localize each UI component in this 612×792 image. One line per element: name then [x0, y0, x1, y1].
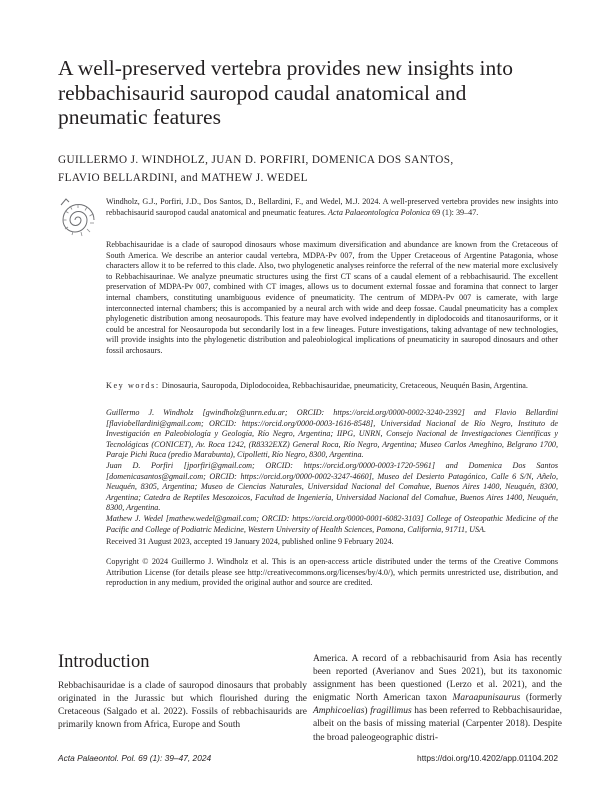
author-line-1: GUILLERMO J. WINDHOLZ, JUAN D. PORFIRI, DOMENICA DOS SANTOS, [58, 154, 454, 166]
ammonite-logo-icon [56, 193, 98, 243]
footer-journal: Acta Palaeontol. Pol. 69 (1): 39–47, 2024 [58, 753, 212, 763]
article-dates: Received 31 August 2023, accepted 19 January 2024, published online 9 February 2024. [106, 537, 394, 546]
section-heading: Introduction [58, 652, 150, 672]
taxon-name: Amphicoelias [313, 706, 365, 717]
address-paragraph: Juan D. Porfiri [jporfiri@gmail.com; ORCID: https://orcid.org/0000-0003-1720-5961] and Domenica Dos Santos [domenicasantos@gmail.com; ORCID: https://orcid.org/0000-0002-3247-4660], Museo del Desierto Patagónico, Calle 6 S/N, Añelo, Neuquén, 8305, Argentina; Museo de Ciencias Naturales, Universidad Nacional del Comahue, Buenos Aires 1400, Neuquén, 8300, Argentina; Catedra de Reptiles Mesozoicos, Facultad de Ingeniería, Universidad Nacional del Comahue, Buenos Aires 1400, Neuquén, 8300, Argentina. [106, 460, 558, 513]
doi-link[interactable]: https://doi.org/10.4202/app.01104.202 [417, 753, 558, 763]
intro-text: (formerly [520, 693, 562, 704]
citation-text: Windholz, G.J., Porfiri, J.D., Dos Santos, D., Bellardini, F., and Wedel, M.J. 2024. A well-preserved vertebra provides new insights into rebbachisaurid sauropod caudal anatomical and pneumatic features. [106, 197, 558, 217]
author-list [58, 151, 528, 187]
intro-column-right [313, 653, 562, 745]
taxon-name: Maraapunisaurus [452, 693, 521, 704]
citation-volume: 69 (1): 39–47. [432, 207, 479, 217]
address-paragraph: Guillermo J. Windholz [gwindholz@unrn.edu.ar; ORCID: https://orcid.org/0000-0002-3240-2392] and Flavio Bellardini [flaviobellardini@gmail.com; ORCID: https://orcid.org/0000-0003-1616-8548], Universidad Nacional de Río Negro, Instituto de Investigación en Paleobiología y Geología, Río Negro, Argentina; IIPG, UNRN, Consejo Nacional de Investigaciones Científicas y Tecnológicas (CONICET), Av. Roca 1242, (R8332EXZ) General Roca, Río Negro, Argentina; Museo Carlos Ameghino, Belgrano 1700, Paraje Pichi Ruca (predio Marabunta), Cipolletti, Río Negro, 8300, Argentina. [106, 408, 558, 460]
intro-text: America. A record of a rebbachisaurid from Asia has recently been reported (Averianov and Sues 2021), but its taxonomic assignment has been questioned (Lerzo et al. 2021), and the enigmatic North American taxon [313, 654, 562, 704]
keywords-text: Dinosauria, Sauropoda, Diplodocoidea, Rebbachisauridae, pneumaticity, Cretaceous, Neuquén Basin, Argentina. [161, 381, 528, 390]
taxon-name: fragillimus [370, 706, 412, 717]
author-line-2: FLAVIO BELLARDINI, and MATHEW J. WEDEL [58, 172, 308, 184]
citation-block [106, 197, 558, 218]
author-addresses [106, 408, 558, 535]
address-paragraph: Mathew J. Wedel [mathew.wedel@gmail.com; ORCID: https://orcid.org/0000-0001-6082-3103] College of Osteopathic Medicine of the Pacific and College of Podiatric Medicine, Western University of Health Sciences, Pomona, California, 91711, USA. [106, 513, 558, 534]
abstract: Rebbachisauridae is a clade of sauropod dinosaurs whose maximum diversification and abundance are known from the Cretaceous of South America. We describe an anterior caudal vertebra, MDPA-Pv 007, from the Upper Cretaceous of Argentine Patagonia, whose characters allow it to be referred to this clade. Also, two phylogenetic analyses reinforce the referral of the new material more exclusively to Rebbachisaurinae. We analyze pneumatic structures using the first CT scans of a caudal element of a rebbachisaurid. The excellent preservation of MDPA-Pv 007, combined with CT images, allows us to document external fossae and foramina that connect to larger internal chambers, constituting unambiguous evidence of pneumaticity. The centrum of MDPA-Pv 007 is camerate, with large interconnected internal chambers; this is accompanied by a neural arch with wide and deep fossae. Caudal pneumaticity has a complex phylogenetic distribution among neosauropods. This feature may have evolved independently in diplodocoids and titanosauriforms, or it could be ancestral for Neosauropoda but secondarily lost in a few lineages. Future investigations, taking advantage of new technologies, will provide insights into the phylogenetic distribution and paleobiological implications of pneumaticity in sauropod dinosaurs and other fossil archosaurs. [106, 240, 558, 355]
intro-text: has been referred to Rebbachisauridae, albeit on the basis of missing material (Carpenter 2018). Despite the broad paleogeographic distri- [313, 706, 562, 743]
keywords [106, 381, 558, 392]
intro-column-left: Rebbachisauridae is a clade of sauropod dinosaurs that probably originated in the Jurassic but which flourished during the Cretaceous (Salgado et al. 2022). Fossils of rebbachisaurids are primarily known from Africa, Europe and South [58, 681, 307, 731]
keywords-label: Key words: [106, 381, 160, 390]
article-title: A well-preserved vertebra provides new insights into rebbachisaurid sauropod caudal anatomical and pneumatic features [58, 56, 513, 129]
copyright-notice: Copyright © 2024 Guillermo J. Windholz et al. This is an open-access article distributed under the terms of the Creative Commons Attribution License (for details please see http://creativecommons.org/licenses/by/4.0/), which permits unrestricted use, distribution, and reproduction in any medium, provided the original author and source are credited. [106, 557, 558, 588]
intro-text: ) [364, 706, 371, 717]
page-footer [58, 752, 558, 764]
citation-journal: Acta Palaeontologica Polonica [328, 207, 430, 217]
